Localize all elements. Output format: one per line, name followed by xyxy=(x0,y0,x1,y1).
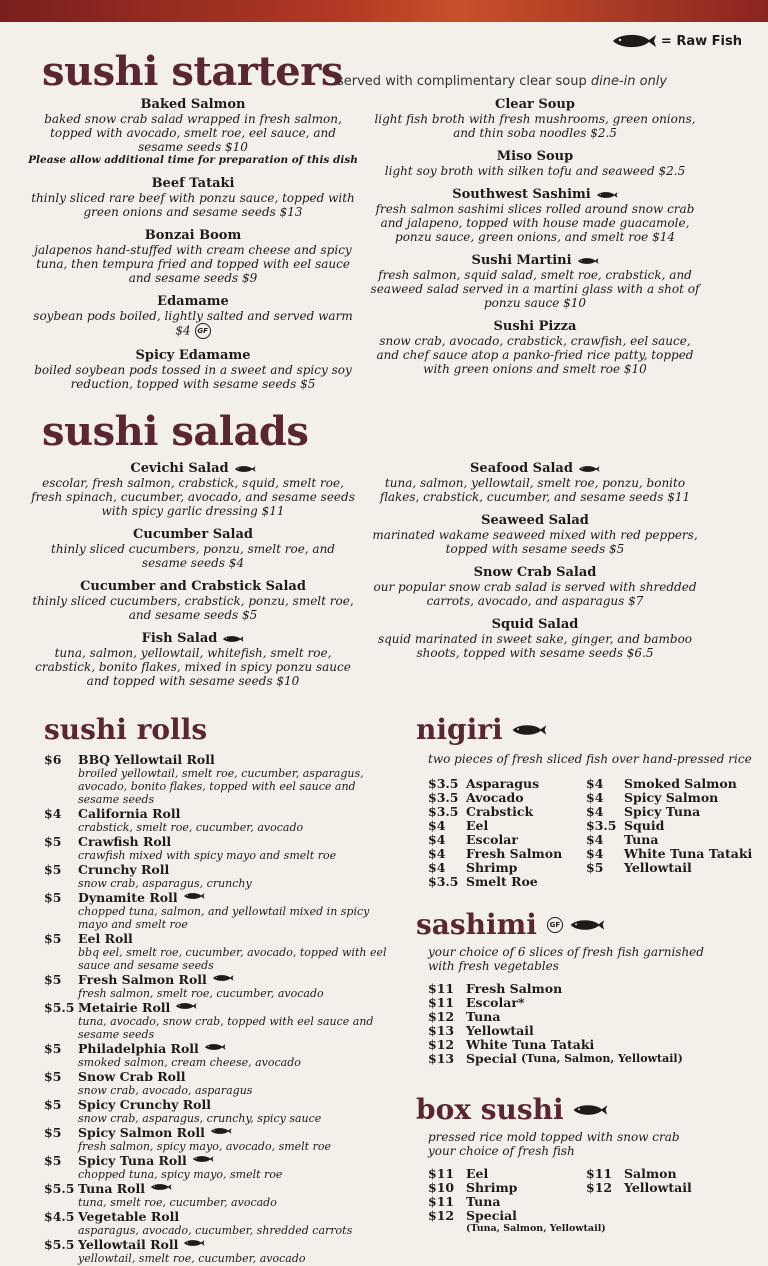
item-extra: (Tuna, Salmon, Yellowtail) xyxy=(520,1052,683,1065)
roll-item xyxy=(44,835,394,862)
price-row xyxy=(586,791,761,805)
roll-price: $6 xyxy=(44,752,62,767)
item-name: Escolar* xyxy=(466,995,525,1010)
roll-item xyxy=(44,753,394,806)
item-price: $12 xyxy=(428,1208,455,1223)
roll-name: Spicy Tuna Roll xyxy=(78,1153,187,1168)
fish-icon xyxy=(204,1042,226,1056)
price-row xyxy=(586,777,761,791)
roll-item xyxy=(44,863,394,890)
price-row xyxy=(428,1209,588,1223)
item-name: Salmon xyxy=(624,1166,677,1181)
price-row xyxy=(586,1167,756,1181)
price-row xyxy=(428,819,588,833)
menu-item xyxy=(28,461,358,518)
rolls-list xyxy=(44,753,394,1266)
fish-icon xyxy=(578,464,600,474)
item-description: baked snow crab salad wrapped in fresh salmon, topped with avocado, smelt roe, eel sauce, and sesame seeds $10 xyxy=(44,112,342,154)
starters-subtitle: served with complimentary clear soup dine-in only xyxy=(337,74,668,89)
menu-item xyxy=(370,617,700,660)
roll-description: fresh salmon, spicy mayo, avocado, smelt roe xyxy=(78,1140,331,1153)
item-name: Eel xyxy=(466,818,489,833)
item-name: Smelt Roe xyxy=(466,874,538,889)
nigiri-header xyxy=(416,713,547,746)
roll-item xyxy=(44,1070,394,1097)
menu-item xyxy=(28,579,358,622)
item-name: Tuna xyxy=(466,1194,501,1209)
item-name: Crabstick xyxy=(466,804,534,819)
roll-description: snow crab, asparagus, crunchy xyxy=(78,877,252,890)
roll-item xyxy=(44,1210,394,1237)
item-name: White Tuna Tataki xyxy=(466,1037,595,1052)
menu-item xyxy=(370,97,700,140)
item-description: thinly sliced cucumbers, crabstick, ponzu, smelt roe, and sesame seeds $5 xyxy=(32,594,354,622)
item-name: Shrimp xyxy=(466,860,518,875)
item-name: Cucumber and Crabstick Salad xyxy=(80,579,306,594)
item-price: $4 xyxy=(428,818,446,833)
item-name: Tuna xyxy=(466,1009,501,1024)
fish-icon xyxy=(572,1102,608,1118)
item-name: Bonzai Boom xyxy=(144,228,242,243)
roll-name: BBQ Yellowtail Roll xyxy=(78,752,215,767)
item-price: $13 xyxy=(428,1051,455,1066)
roll-description: broiled yellowtail, smelt roe, cucumber, asparagus, avocado, bonito flakes, topped with eel sauce and sesame seeds xyxy=(78,767,364,806)
item-price: $13 xyxy=(428,1023,455,1038)
price-row xyxy=(428,982,758,996)
sashimi-subtitle: your choice of 6 slices of fresh fish garnished with fresh vegetables xyxy=(428,945,704,973)
price-row xyxy=(428,875,588,889)
fish-icon xyxy=(234,464,256,474)
item-name: Special xyxy=(466,1051,517,1066)
box-sushi-right-list xyxy=(586,1167,756,1195)
item-price: $3.5 xyxy=(428,776,459,791)
roll-price: $5.5 xyxy=(44,1000,75,1015)
menu-item xyxy=(370,253,700,310)
fish-icon xyxy=(183,1238,205,1252)
item-price: $11 xyxy=(428,995,455,1010)
gluten-free-badge: GF xyxy=(547,917,563,933)
price-row xyxy=(428,1181,588,1195)
item-price: $4 xyxy=(586,804,604,819)
menu-item xyxy=(28,97,358,167)
roll-name: Fresh Salmon Roll xyxy=(78,972,207,987)
roll-price: $5 xyxy=(44,972,62,987)
item-price: $3.5 xyxy=(428,874,459,889)
item-note: Please allow additional time for preparation of this dish xyxy=(28,154,358,166)
roll-name: Metairie Roll xyxy=(78,1000,171,1015)
item-name: Asparagus xyxy=(466,776,540,791)
item-name: Yellowtail xyxy=(466,1023,534,1038)
roll-description: asparagus, avocado, cucumber, shredded carrots xyxy=(78,1224,353,1237)
roll-description: yellowtail, smelt roe, cucumber, avocado xyxy=(78,1252,306,1265)
price-row xyxy=(428,996,758,1010)
starters-right-column xyxy=(370,97,700,385)
menu-item xyxy=(28,294,358,339)
starters-title: sushi starters xyxy=(42,48,343,95)
item-name: Southwest Sashimi xyxy=(370,187,700,202)
roll-description: bbq eel, smelt roe, cucumber, avocado, topped with eel sauce and sesame seeds xyxy=(78,946,387,972)
roll-price: $5.5 xyxy=(44,1237,75,1252)
price-row xyxy=(586,1181,756,1195)
item-description: boiled soybean pods tossed in a sweet and spicy soy reduction, topped with sesame seeds $5 xyxy=(34,363,352,391)
roll-description: snow crab, avocado, asparagus xyxy=(78,1084,253,1097)
item-price: $4 xyxy=(586,776,604,791)
roll-item xyxy=(44,1126,394,1153)
roll-item xyxy=(44,1238,394,1265)
item-description: squid marinated in sweet sake, ginger, and bamboo shoots, topped with sesame seeds $6.5 xyxy=(377,632,693,660)
fish-icon xyxy=(222,634,244,644)
price-row xyxy=(428,1010,758,1024)
roll-price: $5 xyxy=(44,862,62,877)
price-row xyxy=(428,1024,758,1038)
salads-title: sushi salads xyxy=(42,408,309,455)
menu-item xyxy=(370,565,700,608)
item-description: jalapenos hand-stuffed with cream cheese and spicy tuna, then tempura fried and topped with eel sauce and sesame seeds $9 xyxy=(34,243,352,285)
roll-item xyxy=(44,932,394,972)
price-row xyxy=(428,791,588,805)
item-name: Yellowtail xyxy=(624,1180,692,1195)
price-row xyxy=(428,805,588,819)
item-price: $3.5 xyxy=(428,790,459,805)
price-row xyxy=(586,805,761,819)
roll-price: $5 xyxy=(44,1153,62,1168)
item-name: Yellowtail xyxy=(624,860,692,875)
item-name: Miso Soup xyxy=(496,149,574,164)
item-name: Special xyxy=(466,1208,517,1223)
roll-item xyxy=(44,1182,394,1209)
roll-name: Philadelphia Roll xyxy=(78,1041,199,1056)
roll-price: $5 xyxy=(44,1069,62,1084)
price-row xyxy=(428,1167,588,1181)
item-price: $12 xyxy=(428,1009,455,1024)
starters-left-column xyxy=(28,97,358,400)
box-sushi-header xyxy=(416,1093,608,1126)
item-description: tuna, salmon, yellowtail, smelt roe, ponzu, bonito flakes, crabstick, cucumber, and sesame seeds $11 xyxy=(379,476,691,504)
item-name: Avocado xyxy=(466,790,524,805)
price-row xyxy=(428,777,588,791)
fish-icon xyxy=(192,1154,214,1168)
item-name: Sushi Pizza xyxy=(493,319,577,334)
item-price: $4 xyxy=(586,846,604,861)
item-name: Shrimp xyxy=(466,1180,518,1195)
legend-label: = Raw Fish xyxy=(660,33,742,49)
roll-price: $5 xyxy=(44,1041,62,1056)
roll-price: $4 xyxy=(44,806,62,821)
item-description: thinly sliced cucumbers, ponzu, smelt roe, and sesame seeds $4 xyxy=(51,542,335,570)
item-name: Fresh Salmon xyxy=(466,981,563,996)
roll-description: crabstick, smelt roe, cucumber, avocado xyxy=(78,821,304,834)
roll-name: Tuna Roll xyxy=(78,1181,146,1196)
roll-description: chopped tuna, spicy mayo, smelt roe xyxy=(78,1168,283,1181)
roll-name: Eel Roll xyxy=(78,931,133,946)
item-name: Squid Salad xyxy=(491,617,579,632)
nigiri-left-list xyxy=(428,777,588,889)
roll-item xyxy=(44,1154,394,1181)
item-name: Clear Soup xyxy=(495,97,575,112)
roll-price: $5 xyxy=(44,1125,62,1140)
nigiri-title: nigiri xyxy=(416,713,503,746)
price-row xyxy=(586,833,761,847)
fish-icon xyxy=(577,256,599,266)
item-name: Beef Tataki xyxy=(151,176,235,191)
fish-icon xyxy=(611,32,657,50)
fish-icon xyxy=(150,1182,172,1196)
item-name: Squid xyxy=(624,818,665,833)
item-name: Baked Salmon xyxy=(140,97,246,112)
roll-name: Yellowtail Roll xyxy=(78,1237,179,1252)
item-description: our popular snow crab salad is served with shredded carrots, avocado, and asparagus $7 xyxy=(373,580,697,608)
item-price: $11 xyxy=(586,1166,613,1181)
roll-item xyxy=(44,1001,394,1041)
salads-right-column xyxy=(370,461,700,669)
item-name: Cevichi Salad xyxy=(28,461,358,476)
item-name: Escolar xyxy=(466,832,518,847)
item-price: $11 xyxy=(428,1194,455,1209)
roll-name: Spicy Crunchy Roll xyxy=(78,1097,211,1112)
menu-item xyxy=(370,187,700,244)
gluten-free-badge: GF xyxy=(195,323,211,339)
item-price: $4 xyxy=(428,860,446,875)
item-description: soybean pods boiled, lightly salted and served warm $4 GF xyxy=(33,309,353,338)
item-price: $4 xyxy=(428,846,446,861)
roll-description: tuna, avocado, snow crab, topped with eel sauce and sesame seeds xyxy=(78,1015,374,1041)
item-description: escolar, fresh salmon, crabstick, squid, smelt roe, fresh spinach, cucumber, avocado, and sesame seeds with spicy garlic dressing $11 xyxy=(31,476,355,518)
roll-description: crawfish mixed with spicy mayo and smelt roe xyxy=(78,849,337,862)
item-name: Spicy Salmon xyxy=(624,790,719,805)
roll-item xyxy=(44,1042,394,1069)
roll-price: $5 xyxy=(44,890,62,905)
roll-description: smoked salmon, cream cheese, avocado xyxy=(78,1056,301,1069)
price-row xyxy=(428,1038,758,1052)
item-name: White Tuna Tataki xyxy=(624,846,753,861)
item-name: Seafood Salad xyxy=(370,461,700,476)
salads-left-column xyxy=(28,461,358,697)
box-special-note: (Tuna, Salmon, Yellowtail) xyxy=(466,1223,606,1234)
roll-price: $5.5 xyxy=(44,1181,75,1196)
roll-name: California Roll xyxy=(78,806,181,821)
item-description: light fish broth with fresh mushrooms, green onions, and thin soba noodles $2.5 xyxy=(374,112,696,140)
box-sushi-title: box sushi xyxy=(416,1093,564,1126)
price-row xyxy=(586,819,761,833)
item-description: fresh salmon, squid salad, smelt roe, crabstick, and seaweed salad served in a martini glass with a shot of ponzu sauce $10 xyxy=(370,268,700,310)
menu-item xyxy=(370,149,700,178)
item-price: $11 xyxy=(428,1166,455,1181)
item-name: Seaweed Salad xyxy=(481,513,589,528)
item-price: $3.5 xyxy=(428,804,459,819)
menu-item xyxy=(28,527,358,570)
roll-price: $5 xyxy=(44,1097,62,1112)
item-name: Edamame xyxy=(157,294,229,309)
item-price: $4 xyxy=(586,790,604,805)
item-description: tuna, salmon, yellowtail, whitefish, smelt roe, crabstick, bonito flakes, mixed in spicy ponzu sauce and topped with sesame seeds $10 xyxy=(35,646,351,688)
roll-name: Snow Crab Roll xyxy=(78,1069,186,1084)
item-price: $12 xyxy=(428,1037,455,1052)
item-name: Spicy Tuna xyxy=(624,804,701,819)
item-description: marinated wakame seaweed mixed with red peppers, topped with sesame seeds $5 xyxy=(372,528,698,556)
nigiri-subtitle: two pieces of fresh sliced fish over hand-pressed rice xyxy=(428,752,752,766)
item-description: fresh salmon sashimi slices rolled around snow crab and jalapeno, topped with house made guacamole, ponzu sauce, green onions, and smelt roe $14 xyxy=(375,202,695,244)
price-row xyxy=(428,833,588,847)
price-row xyxy=(428,847,588,861)
fish-icon xyxy=(569,917,605,933)
fish-icon xyxy=(212,973,234,987)
menu-item xyxy=(370,461,700,504)
item-price: $4 xyxy=(586,832,604,847)
roll-description: tuna, smelt roe, cucumber, avocado xyxy=(78,1196,277,1209)
item-price: $5 xyxy=(586,860,604,875)
menu-item xyxy=(28,228,358,285)
item-name: Sushi Martini xyxy=(370,253,700,268)
roll-price: $5 xyxy=(44,834,62,849)
roll-item xyxy=(44,807,394,834)
item-name: Fresh Salmon xyxy=(466,846,563,861)
menu-item xyxy=(28,348,358,391)
nigiri-right-list xyxy=(586,777,761,875)
rolls-title: sushi rolls xyxy=(44,713,208,746)
starters-subtitle-note: dine-in only xyxy=(590,74,668,89)
item-price: $3.5 xyxy=(586,818,617,833)
roll-item xyxy=(44,891,394,931)
roll-name: Dynamite Roll xyxy=(78,890,178,905)
item-description: light soy broth with silken tofu and seaweed $2.5 xyxy=(384,164,686,178)
box-sushi-left-list xyxy=(428,1167,588,1223)
sashimi-title: sashimi xyxy=(416,908,537,941)
item-name: Spicy Edamame xyxy=(135,348,251,363)
roll-name: Crunchy Roll xyxy=(78,862,170,877)
menu-item xyxy=(370,319,700,376)
top-color-bar xyxy=(0,0,768,22)
roll-price: $5 xyxy=(44,931,62,946)
fish-icon xyxy=(511,722,547,738)
roll-name: Crawfish Roll xyxy=(78,834,172,849)
item-name: Fish Salad xyxy=(28,631,358,646)
item-description: thinly sliced rare beef with ponzu sauce, topped with green onions and sesame seeds $13 xyxy=(31,191,355,219)
item-name: Smoked Salmon xyxy=(624,776,737,791)
sashimi-header xyxy=(416,908,605,941)
item-name: Snow Crab Salad xyxy=(473,565,597,580)
menu-item xyxy=(28,631,358,688)
price-row xyxy=(428,861,588,875)
item-price: $12 xyxy=(586,1180,613,1195)
item-name: Eel xyxy=(466,1166,489,1181)
roll-name: Spicy Salmon Roll xyxy=(78,1125,205,1140)
menu-item xyxy=(370,513,700,556)
price-row xyxy=(586,861,761,875)
roll-item xyxy=(44,1098,394,1125)
fish-icon xyxy=(183,891,205,905)
sashimi-list xyxy=(428,982,758,1066)
item-name: Cucumber Salad xyxy=(133,527,253,542)
fish-icon xyxy=(210,1126,232,1140)
item-description: snow crab, avocado, crabstick, crawfish, eel sauce, and chef sauce atop a panko-fried rice patty, topped with green onions and smelt roe $10 xyxy=(376,334,694,376)
fish-icon xyxy=(175,1001,197,1015)
price-row xyxy=(428,1195,588,1209)
roll-item xyxy=(44,973,394,1000)
price-row xyxy=(586,847,761,861)
roll-description: snow crab, asparagus, crunchy, spicy sauce xyxy=(78,1112,322,1125)
item-price: $4 xyxy=(428,832,446,847)
menu-item xyxy=(28,176,358,219)
item-name: Tuna xyxy=(624,832,659,847)
roll-description: fresh salmon, smelt roe, cucumber, avocado xyxy=(78,987,324,1000)
roll-description: chopped tuna, salmon, and yellowtail mixed in spicy mayo and smelt roe xyxy=(78,905,370,931)
item-price: $11 xyxy=(428,981,455,996)
price-row xyxy=(428,1052,758,1066)
box-sushi-subtitle: pressed rice mold topped with snow crab your choice of fresh fish xyxy=(428,1130,680,1158)
roll-price: $4.5 xyxy=(44,1209,75,1224)
item-price: $10 xyxy=(428,1180,455,1195)
roll-name: Vegetable Roll xyxy=(78,1209,180,1224)
fish-icon xyxy=(596,190,618,200)
raw-fish-legend xyxy=(611,32,742,50)
